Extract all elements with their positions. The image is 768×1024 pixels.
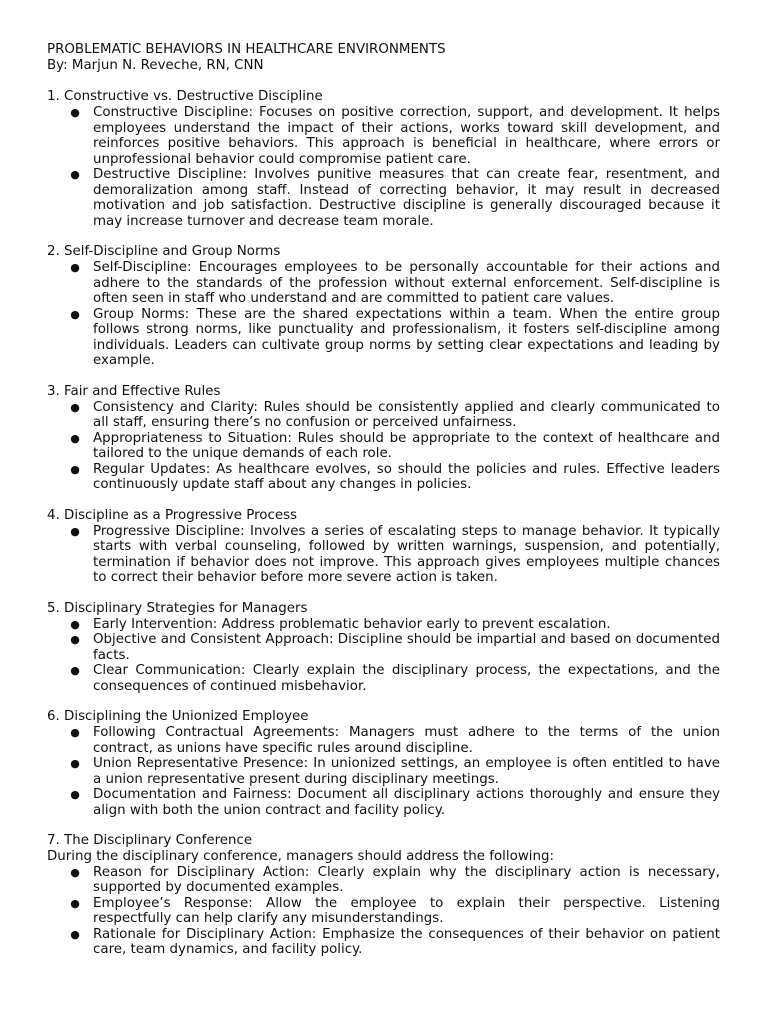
bullet-icon: ● <box>70 400 80 414</box>
bullet-icon: ● <box>70 617 80 631</box>
bullet-icon: ● <box>70 664 80 677</box>
list-item-text: Destructive Discipline: Involves punitive measures that can create fear, resentment, and demoralization among staff. Instead of correcting behavior, it may result in decreased motivation and job satisfaction. Destructive discipline is generally discouraged because it may increase turnover and decrease team morale. <box>93 167 720 229</box>
bullet-icon: ● <box>70 168 80 181</box>
document-byline: By: Marjun N. Reveche, RN, CNN <box>47 58 264 73</box>
list-item-text: Early Intervention: Address problematic behavior early to prevent escalation. <box>93 616 611 632</box>
list-item-text: Employee’s Response: Allow the employee to explain their perspective. Listening respectfully can help clarify any misunderstandings. <box>93 895 720 926</box>
list-item <box>47 307 720 369</box>
list-item-text: Self-Discipline: Encourages employees to be personally accountable for their actions and adhere to the standards of the profession without external enforcement. Self-discipline is often seen in staff who understand and are committed to patient care values. <box>93 260 720 306</box>
bullet-list <box>47 725 720 818</box>
list-item <box>47 927 720 958</box>
list-item-text: Reason for Disciplinary Action: Clearly explain why the disciplinary action is necessary, supported by documented examples. <box>93 864 720 895</box>
bullet-icon: ● <box>70 524 80 538</box>
section-heading: 2. Self-Discipline and Group Norms <box>47 244 281 259</box>
section-5 <box>47 601 720 695</box>
list-item-text: Progressive Discipline: Involves a series of escalating steps to manage behavior. It typically starts with verbal counseling, followed by written warnings, suspension, and potentially, termination if behavior does not improve. This approach gives employees multiple chances to correct their behavior before more severe action is taken. <box>93 523 720 585</box>
list-item <box>47 167 720 229</box>
bullet-list <box>47 400 720 493</box>
bullet-icon: ● <box>70 726 80 739</box>
list-item <box>47 105 720 167</box>
list-item-text: Clear Communication: Clearly explain the disciplinary process, the expectations, and the consequences of continued misbehavior. <box>93 663 720 694</box>
section-heading: 1. Constructive vs. Destructive Discipline <box>47 89 323 104</box>
list-item-text: Appropriateness to Situation: Rules should be appropriate to the context of healthcare and tailored to the unique demands of each role. <box>93 430 720 461</box>
list-item <box>47 260 720 307</box>
list-item-text: Consistency and Clarity: Rules should be consistently applied and clearly communicated to all staff, ensuring there’s no confusion or perceived unfairness. <box>93 399 720 430</box>
bullet-list <box>47 617 720 695</box>
bullet-list <box>47 865 720 958</box>
list-item-text: Objective and Consistent Approach: Discipline should be impartial and based on documented facts. <box>93 632 720 663</box>
bullet-list <box>47 105 720 229</box>
list-item <box>47 663 720 694</box>
section-4 <box>47 508 720 586</box>
document-body <box>47 89 720 958</box>
section-6 <box>47 709 720 818</box>
list-item <box>47 632 720 663</box>
section-2 <box>47 244 720 369</box>
list-item <box>47 865 720 896</box>
section-3 <box>47 384 720 493</box>
list-item <box>47 725 720 756</box>
bullet-icon: ● <box>70 307 80 321</box>
bullet-list <box>47 260 720 369</box>
section-heading: 5. Disciplinary Strategies for Managers <box>47 600 308 616</box>
list-item <box>47 431 720 462</box>
bullet-icon: ● <box>70 865 80 879</box>
bullet-list <box>47 524 720 586</box>
document-title: PROBLEMATIC BEHAVIORS IN HEALTHCARE ENVIRONMENTS <box>47 42 446 57</box>
bullet-icon: ● <box>70 896 80 910</box>
list-item-text: Rationale for Disciplinary Action: Emphasize the consequences of their behavior on patient care, team dynamics, and facility policy. <box>93 926 720 957</box>
list-item-text: Constructive Discipline: Focuses on positive correction, support, and development. It helps employees understand the impact of their actions, works toward skill development, and reinforces positive behaviors. This approach is beneficial in healthcare, where errors or unprofessional behavior could compromise patient care. <box>93 105 720 167</box>
list-item <box>47 400 720 431</box>
list-item <box>47 756 720 787</box>
section-heading: 6. Disciplining the Unionized Employee <box>47 709 309 724</box>
list-item <box>47 462 720 493</box>
list-item <box>47 896 720 927</box>
list-item <box>47 617 720 633</box>
bullet-icon: ● <box>70 106 80 119</box>
list-item-text: Following Contractual Agreements: Managers must adhere to the terms of the union contract, as unions have specific rules around discipline. <box>93 725 720 756</box>
list-item-text: Documentation and Fairness: Document all disciplinary actions thoroughly and ensure they align with both the union contract and facility policy. <box>93 787 720 818</box>
bullet-icon: ● <box>70 462 80 476</box>
bullet-icon: ● <box>70 431 80 445</box>
list-item <box>47 524 720 586</box>
bullet-icon: ● <box>70 757 80 770</box>
bullet-icon: ● <box>70 927 80 941</box>
bullet-icon: ● <box>70 633 80 646</box>
bullet-icon: ● <box>70 261 80 274</box>
section-heading: 4. Discipline as a Progressive Process <box>47 507 298 523</box>
section-1 <box>47 89 720 229</box>
list-item-text: Union Representative Presence: In unionized settings, an employee is often entitled to have a union representative present during disciplinary meetings. <box>93 756 720 787</box>
bullet-icon: ● <box>70 788 80 801</box>
section-heading: 3. Fair and Effective Rules <box>47 383 221 399</box>
list-item-text: Regular Updates: As healthcare evolves, so should the policies and rules. Effective leaders continuously update staff about any changes in policies. <box>93 461 720 492</box>
section-heading: 7. The Disciplinary Conference <box>47 833 253 848</box>
section-7 <box>47 833 720 958</box>
section-intro: During the disciplinary conference, managers should address the following: <box>47 849 554 864</box>
list-item-text: Group Norms: These are the shared expectations within a team. When the entire group follows strong norms, like punctuality and professionalism, it fosters self-discipline among individuals. Leaders can cultivate group norms by setting clear expectations and leading by example. <box>93 306 720 368</box>
list-item <box>47 787 720 818</box>
